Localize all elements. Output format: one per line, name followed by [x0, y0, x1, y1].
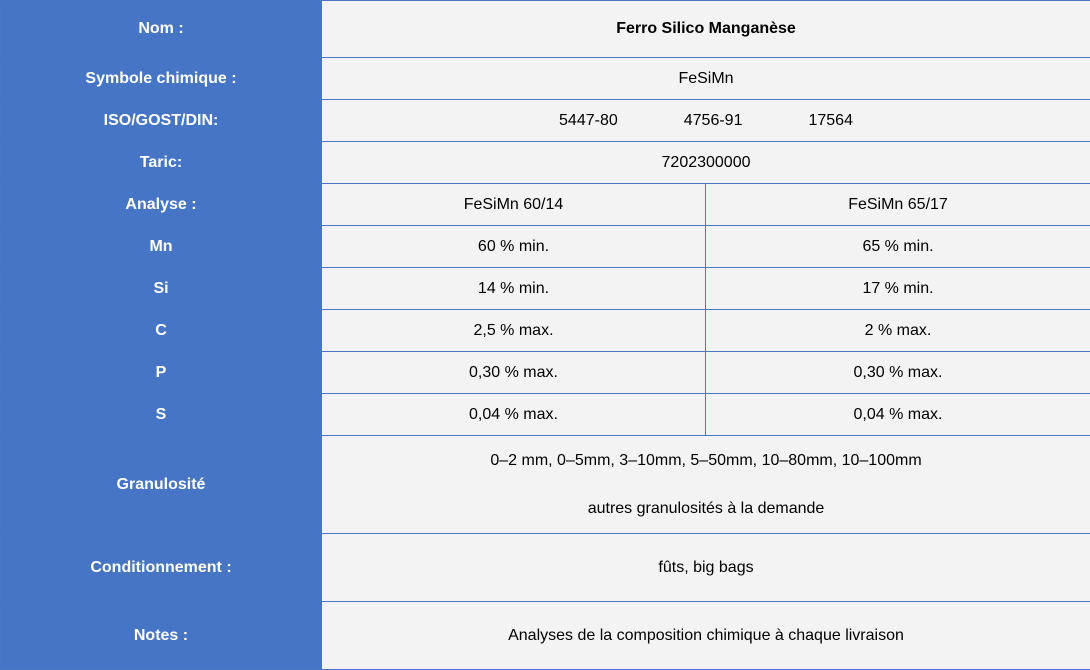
row-analyse [1, 184, 1090, 226]
label-s: S [1, 394, 322, 436]
row-symbole [1, 58, 1090, 100]
row-c [1, 310, 1090, 352]
value-notes: Analyses de la composition chimique à chaque livraison [322, 602, 1090, 670]
label-conditionnement: Conditionnement : [1, 534, 322, 602]
label-nom: Nom : [1, 1, 322, 58]
value-nom: Ferro Silico Manganèse [322, 1, 1090, 58]
p-grade-1: 0,30 % max. [322, 352, 706, 394]
din-code: 17564 [808, 112, 853, 130]
granulosite-note: autres granulosités à la demande [322, 500, 1090, 518]
row-granulosite [1, 436, 1090, 534]
c-grade-2: 2 % max. [706, 310, 1090, 352]
analyse-grade-2: FeSiMn 65/17 [706, 184, 1090, 226]
row-si [1, 268, 1090, 310]
label-notes: Notes : [1, 602, 322, 670]
row-iso [1, 100, 1090, 142]
row-notes [1, 602, 1090, 670]
value-taric: 7202300000 [322, 142, 1090, 184]
p-grade-2: 0,30 % max. [706, 352, 1090, 394]
row-p [1, 352, 1090, 394]
label-symbole: Symbole chimique : [1, 58, 322, 100]
s-grade-2: 0,04 % max. [706, 394, 1090, 436]
analyse-grade-1: FeSiMn 60/14 [322, 184, 706, 226]
value-conditionnement: fûts, big bags [322, 534, 1090, 602]
value-symbole: FeSiMn [322, 58, 1090, 100]
label-taric: Taric: [1, 142, 322, 184]
label-si: Si [1, 268, 322, 310]
label-mn: Mn [1, 226, 322, 268]
si-grade-1: 14 % min. [322, 268, 706, 310]
row-mn [1, 226, 1090, 268]
label-analyse: Analyse : [1, 184, 322, 226]
s-grade-1: 0,04 % max. [322, 394, 706, 436]
iso-codes [526, 112, 886, 130]
mn-grade-1: 60 % min. [322, 226, 706, 268]
row-conditionnement [1, 534, 1090, 602]
iso-code: 5447-80 [559, 112, 618, 130]
label-iso: ISO/GOST/DIN: [1, 100, 322, 142]
gost-code: 4756-91 [684, 112, 743, 130]
value-iso [322, 100, 1090, 142]
row-taric [1, 142, 1090, 184]
value-granulosite [322, 436, 1090, 534]
label-granulosite: Granulosité [1, 436, 322, 534]
granulosite-sizes: 0–2 mm, 0–5mm, 3–10mm, 5–50mm, 10–80mm, 10–100mm [322, 452, 1090, 470]
si-grade-2: 17 % min. [706, 268, 1090, 310]
c-grade-1: 2,5 % max. [322, 310, 706, 352]
row-s [1, 394, 1090, 436]
row-nom [1, 1, 1090, 58]
label-p: P [1, 352, 322, 394]
label-c: C [1, 310, 322, 352]
mn-grade-2: 65 % min. [706, 226, 1090, 268]
